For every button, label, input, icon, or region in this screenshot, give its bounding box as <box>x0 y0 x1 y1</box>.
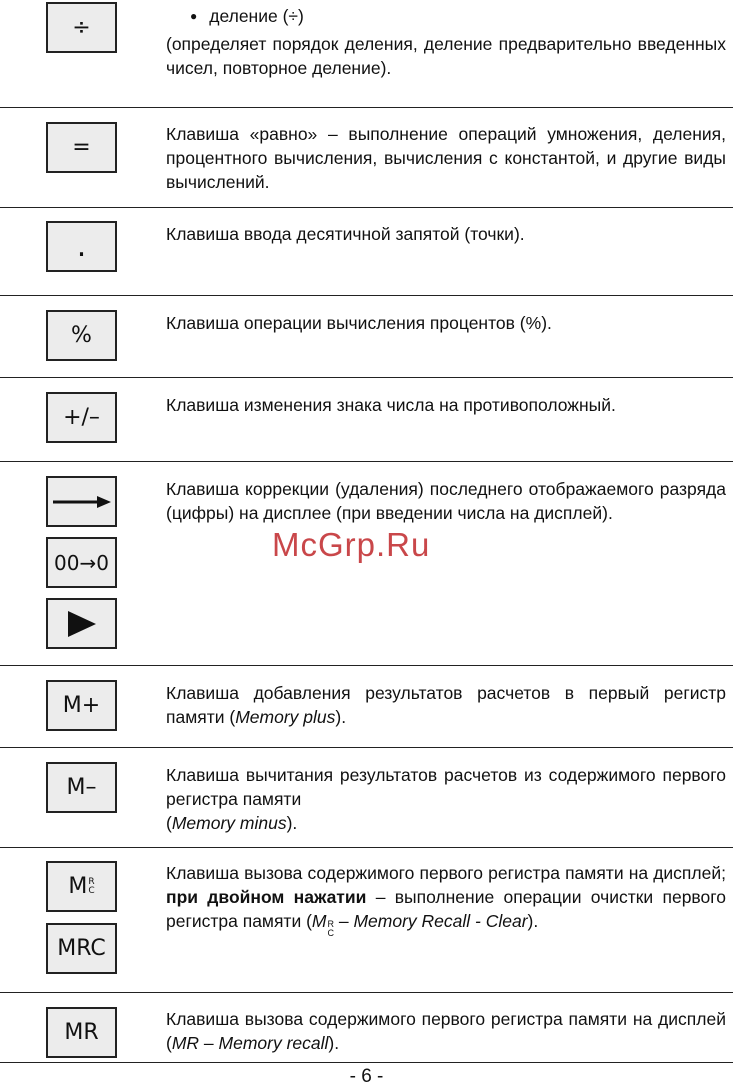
mr-desc: Клавиша вызова содержимого первого регистра памяти на дисплей (MR – Memory recall). <box>166 1009 726 1053</box>
decimal-desc: Клавиша ввода десятичной запятой (точки). <box>166 224 525 244</box>
backspace-desc: Клавиша коррекции (удаления) последнего отображаемого разряда (цифры) на дисплее (при введении числа на дисплей). <box>166 479 726 523</box>
page-number: - 6 - <box>349 1066 384 1087</box>
arrow-right-key <box>46 476 117 527</box>
mminus-desc: Клавиша вычитания результатов расчетов из содержимого первого регистра памяти <box>166 765 726 809</box>
sign-key: +/– <box>46 392 117 443</box>
play-key <box>46 598 117 649</box>
mminus-key: M– <box>46 762 117 813</box>
bullet-text: деление (÷) <box>209 6 304 26</box>
play-icon <box>66 610 98 638</box>
sign-desc: Клавиша изменения знака числа на противоположный. <box>166 395 616 415</box>
divide-key: ÷ <box>46 2 117 53</box>
bullet-icon: ● <box>190 9 198 23</box>
mplus-desc: Клавиша добавления результатов расчетов в первый регистр памяти (Memory plus). <box>166 683 726 727</box>
divide-desc: (определяет порядок деления, деление предварительно введенных чисел, повторное деление). <box>166 34 726 78</box>
equals-key: = <box>46 122 117 173</box>
equals-desc: Клавиша «равно» – выполнение операций умножения, деления, процентного вычисления, вычисления с константой, и другие виды вычислений. <box>166 124 726 192</box>
mplus-key: M+ <box>46 680 117 731</box>
row-mr <box>0 993 733 1063</box>
row-sign <box>0 378 733 462</box>
row-mminus <box>0 748 733 848</box>
percent-key: % <box>46 310 117 361</box>
row-backspace <box>0 462 733 666</box>
mrc-symbol-key: M R C <box>46 861 117 912</box>
double-zero-key: 00→0 <box>46 537 117 588</box>
row-percent <box>0 296 733 378</box>
row-equals <box>0 108 733 208</box>
watermark: McGrp.Ru <box>272 526 431 563</box>
row-decimal <box>0 208 733 296</box>
row-mplus <box>0 666 733 748</box>
mrc-key: MRC <box>46 923 117 974</box>
arrow-right-icon <box>51 495 113 509</box>
row-divide <box>0 0 733 108</box>
mrc-desc: Клавиша вызова содержимого первого регистра памяти на дисплей; при двойном нажатии – выполнение операции очистки первого регистра памяти (M R C – Memory Recall - Clear). <box>166 863 726 938</box>
mminus-desc-2: (Memory minus). <box>166 813 298 833</box>
mr-key: MR <box>46 1007 117 1058</box>
percent-desc: Клавиша операции вычисления процентов (%). <box>166 313 552 333</box>
row-mrc <box>0 848 733 993</box>
decimal-key: . <box>46 221 117 272</box>
